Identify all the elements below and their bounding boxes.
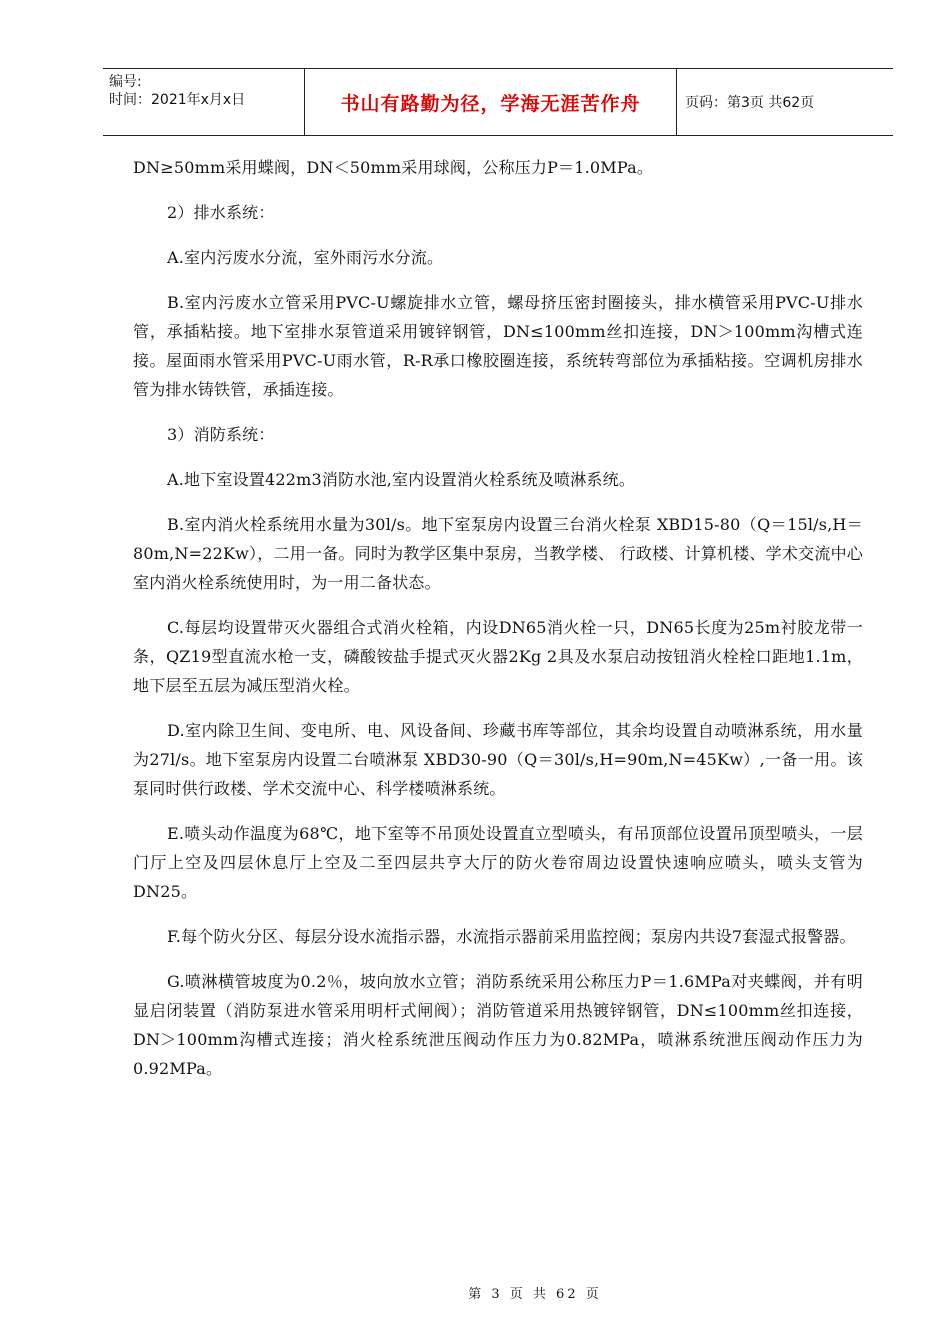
header-motto: 书山有路勤为径，学海无涯苦作舟 — [304, 69, 677, 135]
section-heading: 3）消防系统： — [167, 425, 275, 444]
time-label: 时间：2021年x月x日 — [109, 92, 246, 108]
paragraph: F.每个防火分区、每层分设水流指示器，水流指示器前采用监控阀；泵房内共设7套湿式报警器。 — [167, 927, 856, 946]
page-header — [103, 68, 893, 136]
header-page-label: 页码：第3页 共62页 — [685, 95, 815, 111]
document-body — [133, 153, 863, 1099]
header-meta — [103, 69, 304, 135]
paragraph: E.喷头动作温度为68℃，地下室等不吊顶处设置直立型喷头，有吊顶部位设置吊顶型喷头，一层门厅上空及四层休息厅上空及二至四层共亨大厅的防火卷帘周边设置快速响应喷头，喷头支管为DN25。 — [133, 824, 863, 901]
section-heading: 2）排水系统： — [167, 203, 275, 222]
paragraph: A.室内污废水分流，室外雨污水分流。 — [167, 248, 444, 267]
paragraph: D.室内除卫生间、变电所、电、风设备间、珍藏书库等部位，其余均设置自动喷淋系统，用水量为27l/s。地下室泵房内设置二台喷淋泵 XBD30-90（Q＝30l/s,H=90m,N=45Kw）,一备一用。该泵同时供行政楼、学术交流中心、科学楼喷淋系统。 — [133, 721, 863, 798]
paragraph: B.室内消火栓系统用水量为30l/s。地下室泵房内设置三台消火栓泵 XBD15-80（Q＝15l/s,H＝80m,N=22Kw），二用一备。同时为教学区集中泵房，当教学楼、 行政楼、计算机楼、学术交流中心室内消火栓系统使用时，为一用二备状态。 — [133, 515, 863, 592]
code-label: 编号: — [109, 74, 142, 90]
paragraph: DN≥50mm采用蝶阀，DN＜50mm采用球阀，公称压力P＝1.0MPa。 — [133, 158, 654, 177]
paragraph: C.每层均设置带灭火器组合式消火栓箱，内设DN65消火栓一只，DN65长度为25m衬胶龙带一条，QZ19型直流水枪一支，磷酸铵盐手提式灭火器2Kg 2具及水泵启动按钮消火栓栓口距地1.1m，地下层至五层为减压型消火栓。 — [133, 618, 863, 695]
paragraph: A.地下室设置422m3消防水池,室内设置消火栓系统及喷淋系统。 — [167, 470, 636, 489]
paragraph: G.喷淋横管坡度为0.2％，坡向放水立管；消防系统采用公称压力P＝1.6MPa对夹蝶阀，并有明显启闭装置（消防泵进水管采用明杆式闸阀）；消防管道采用热镀锌钢管，DN≤100mm丝扣连接，DN＞100mm沟槽式连接；消火栓系统泄压阀动作压力为0.82MPa，喷淋系统泄压阀动作压力为0.92MPa。 — [133, 972, 863, 1078]
page-footer: 第 3 页 共 62 页 — [468, 1287, 602, 1302]
paragraph: B.室内污废水立管采用PVC-U螺旋排水立管，螺母挤压密封圈接头，排水横管采用PVC-U排水管，承插粘接。地下室排水泵管道采用镀锌钢管，DN≤100mm丝扣连接，DN＞100mm沟槽式连接。屋面雨水管采用PVC-U雨水管，R-R承口橡胶圈连接，系统转弯部位为承插粘接。空调机房排水管为排水铸铁管，承插连接。 — [133, 293, 863, 399]
